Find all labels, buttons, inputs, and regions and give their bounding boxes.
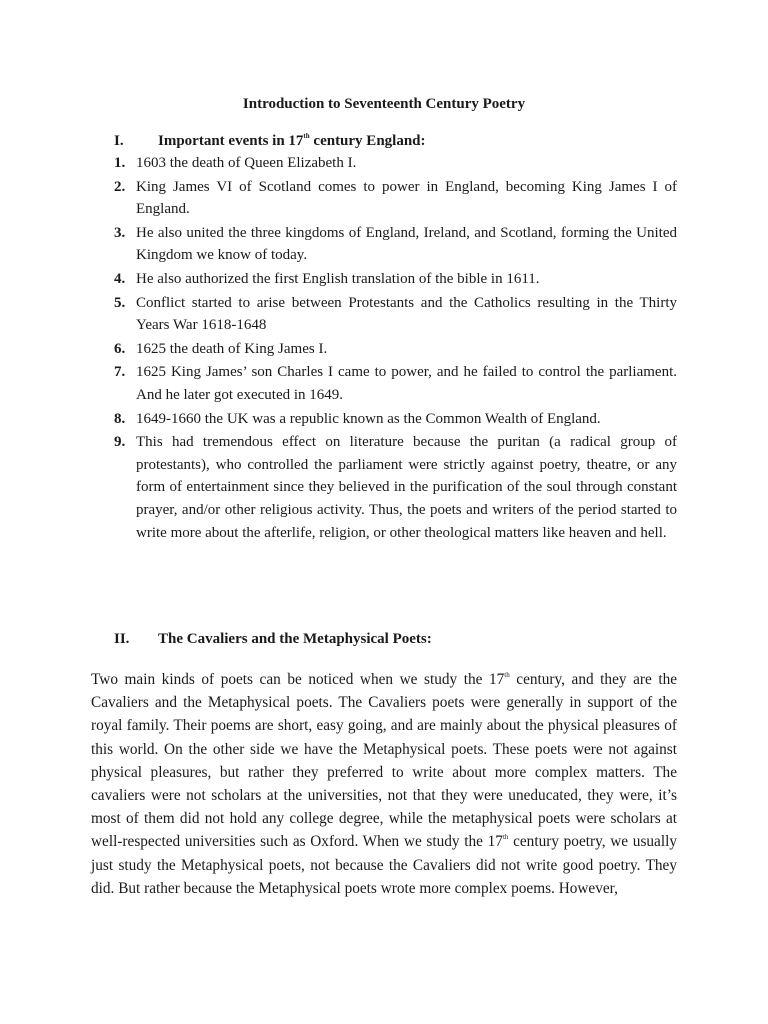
- section-2-heading: [114, 629, 432, 649]
- section-1-heading: [114, 131, 426, 151]
- list-item: 1. 1603 the death of Queen Elizabeth I.: [114, 155, 357, 171]
- list-item: 3. He also united the three kingdoms of England, Ireland, and Scotland, forming the United Kingdom we know of today.: [114, 224, 677, 264]
- section-1-heading-text: Important events in 17th century England:: [158, 132, 426, 149]
- section-2-paragraph: Two main kinds of poets can be noticed when we study the 17th century, and they are the Cavaliers and the Metaphysical poets. The Cavaliers poets were generally in support of the royal family. Their poems are short, easy going, and are mainly about the physical pleasures of this world. On the other side we have the Metaphysical poets. These poets were not against physical pleasures, but rather they preferred to write about more complex matters. The cavaliers were not scholars at the universities, not that they were uneducated, they were, it’s most of them did not hold any college degree, while the metaphysical poets were scholars at well-respected universities such as Oxford. When we study the 17th century poetry, we usually just study the Metaphysical poets, not because the Cavaliers did not write good poetry. They did. But rather because the Metaphysical poets wrote more complex poems. However,: [91, 671, 678, 897]
- events-list: [114, 152, 677, 545]
- list-item: 5. Conflict started to arise between Protestants and the Catholics resulting in the Thirty Years War 1618-1648: [114, 294, 677, 334]
- list-item: 2. King James VI of Scotland comes to power in England, becoming King James I of England.: [114, 178, 677, 218]
- list-item: 7. 1625 King James’ son Charles I came to power, and he failed to control the parliament. And he later got executed in 1649.: [114, 364, 677, 403]
- list-item: 4. He also authorized the first English translation of the bible in 1611.: [114, 270, 540, 287]
- section-1-numeral: I.: [114, 133, 124, 149]
- list-item: 6. 1625 the death of King James I.: [114, 340, 328, 357]
- section-2-heading-text: The Cavaliers and the Metaphysical Poets:: [158, 631, 432, 647]
- section-2-numeral: II.: [114, 631, 130, 647]
- list-item: 8. 1649-1660 the UK was a republic known as the Common Wealth of England.: [114, 410, 601, 427]
- list-item: 9. This had tremendous effect on literature because the puritan (a radical group of protestants), who controlled the parliament were strictly against poetry, theatre, or any form of entertainment since they believed in the purification of the soul through constant prayer, and/or other religious activity. Thus, the poets and writers of the period started to write more about the afterlife, religion, or other theological matters like heaven and hell.: [114, 434, 677, 541]
- document-title: Introduction to Seventeenth Century Poetry: [242, 96, 526, 112]
